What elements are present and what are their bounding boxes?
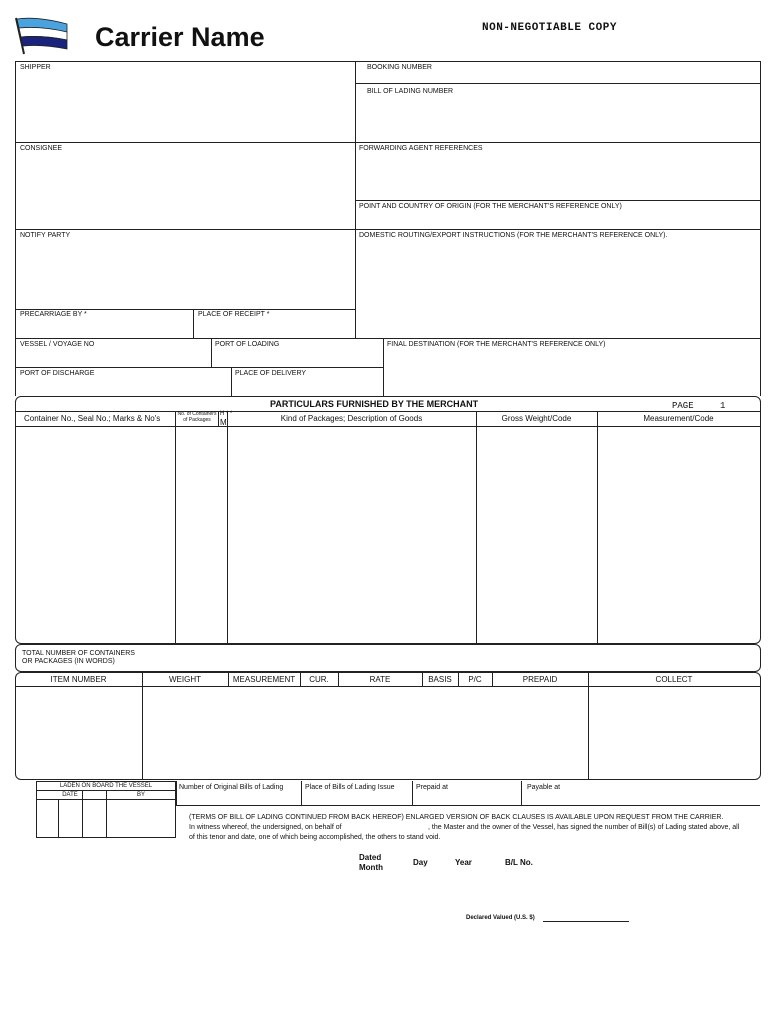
charges-table xyxy=(15,672,761,780)
laden-label: LADEN ON BOARD THE VESSEL xyxy=(59,783,153,789)
num-original-label: Number of Original Bills of Lading xyxy=(179,784,284,791)
particulars-title: PARTICULARS FURNISHED BY THE MERCHANT xyxy=(270,399,479,409)
declared-value-line[interactable] xyxy=(543,921,629,922)
bill-of-lading-number-label: BILL OF LADING NUMBER xyxy=(367,88,454,95)
laden-by-label: BY xyxy=(136,792,145,798)
page-number: 1 xyxy=(720,401,726,411)
col-measurement-charge: MEASUREMENT xyxy=(232,675,296,684)
col-num-containers-l2: of Packages xyxy=(183,417,211,423)
terms-line-3: of this tenor and date, one of which being accomplished, the others to stand void. xyxy=(189,834,441,841)
col-gross: Gross Weight/Code xyxy=(501,414,572,423)
laden-date-label: DATE xyxy=(62,792,78,798)
precarriage-label: PRECARRIAGE BY * xyxy=(20,311,87,318)
total-label-l1: TOTAL NUMBER OF CONTAINERS xyxy=(22,650,135,657)
point-of-origin-label: POINT AND COUNTRY OF ORIGIN (FOR THE MERCHANT'S REFERENCE ONLY) xyxy=(359,203,622,210)
month-label: Month xyxy=(359,863,383,872)
flag-icon xyxy=(12,16,72,56)
col-kind: Kind of Packages; Description of Goods xyxy=(280,414,423,423)
col-hm-bottom: M xyxy=(220,418,227,427)
col-collect: COLLECT xyxy=(655,675,693,684)
final-destination-label: FINAL DESTINATION (FOR THE MERCHANT'S REFERENCE ONLY) xyxy=(387,341,606,348)
col-item-number: ITEM NUMBER xyxy=(50,675,107,684)
total-label-l2: OR PACKAGES (IN WORDS) xyxy=(22,658,115,665)
bl-no-label: B/L No. xyxy=(505,858,533,867)
declared-value-label: Declared Valued (U.S. $) xyxy=(466,915,535,921)
place-issue-label: Place of Bills of Lading Issue xyxy=(305,784,395,791)
col-container: Container No., Seal No.; Marks & No's xyxy=(24,414,161,423)
place-of-delivery-label: PLACE OF DELIVERY xyxy=(235,370,307,377)
col-cur: CUR. xyxy=(309,675,329,684)
col-hm-top: H * * xyxy=(220,411,233,417)
vessel-voyage-label: VESSEL / VOYAGE NO xyxy=(20,341,95,348)
notify-party-label: NOTIFY PARTY xyxy=(20,232,71,239)
carrier-name: Carrier Name xyxy=(95,22,265,52)
payable-at-label: Payable at xyxy=(527,784,561,791)
dated-label: Dated xyxy=(359,853,382,862)
year-label: Year xyxy=(455,858,472,867)
col-pc: P/C xyxy=(468,675,482,684)
col-weight: WEIGHT xyxy=(169,675,201,684)
terms-line-2a: In witness whereof, the undersigned, on behalf of xyxy=(189,824,342,831)
col-num-containers-l1: No. of Containers xyxy=(177,411,217,417)
col-measurement: Measurement/Code xyxy=(643,414,714,423)
total-containers-box xyxy=(15,644,761,672)
day-label: Day xyxy=(413,858,428,867)
domestic-routing-label: DOMESTIC ROUTING/EXPORT INSTRUCTIONS (FOR THE MERCHANT'S REFERENCE ONLY). xyxy=(359,232,668,239)
prepaid-at-label: Prepaid at xyxy=(416,784,448,791)
terms-line-2b: , the Master and the owner of the Vessel, has signed the number of Bill(s) of Lading stated above, all xyxy=(428,824,740,831)
terms-line-1: (TERMS OF BILL OF LADING CONTINUED FROM BACK HEREOF) ENLARGED VERSION OF BACK CLAUSES IS AVAILABLE UPON REQUEST FROM THE CARRIER. xyxy=(189,814,724,821)
shipper-label: SHIPPER xyxy=(20,64,51,71)
col-basis: BASIS xyxy=(428,675,452,684)
place-of-receipt-label: PLACE OF RECEIPT * xyxy=(198,311,270,318)
particulars-table xyxy=(15,396,761,644)
col-rate: RATE xyxy=(369,675,391,684)
page-label: PAGE xyxy=(672,401,694,411)
copy-label: NON-NEGOTIABLE COPY xyxy=(482,22,617,34)
consignee-label: CONSIGNEE xyxy=(20,145,63,152)
port-of-loading-label: PORT OF LOADING xyxy=(215,341,280,348)
booking-number-label: BOOKING NUMBER xyxy=(367,64,432,71)
port-of-discharge-label: PORT OF DISCHARGE xyxy=(20,370,95,377)
col-prepaid: PREPAID xyxy=(522,675,558,684)
forwarding-agent-label: FORWARDING AGENT REFERENCES xyxy=(359,145,483,152)
